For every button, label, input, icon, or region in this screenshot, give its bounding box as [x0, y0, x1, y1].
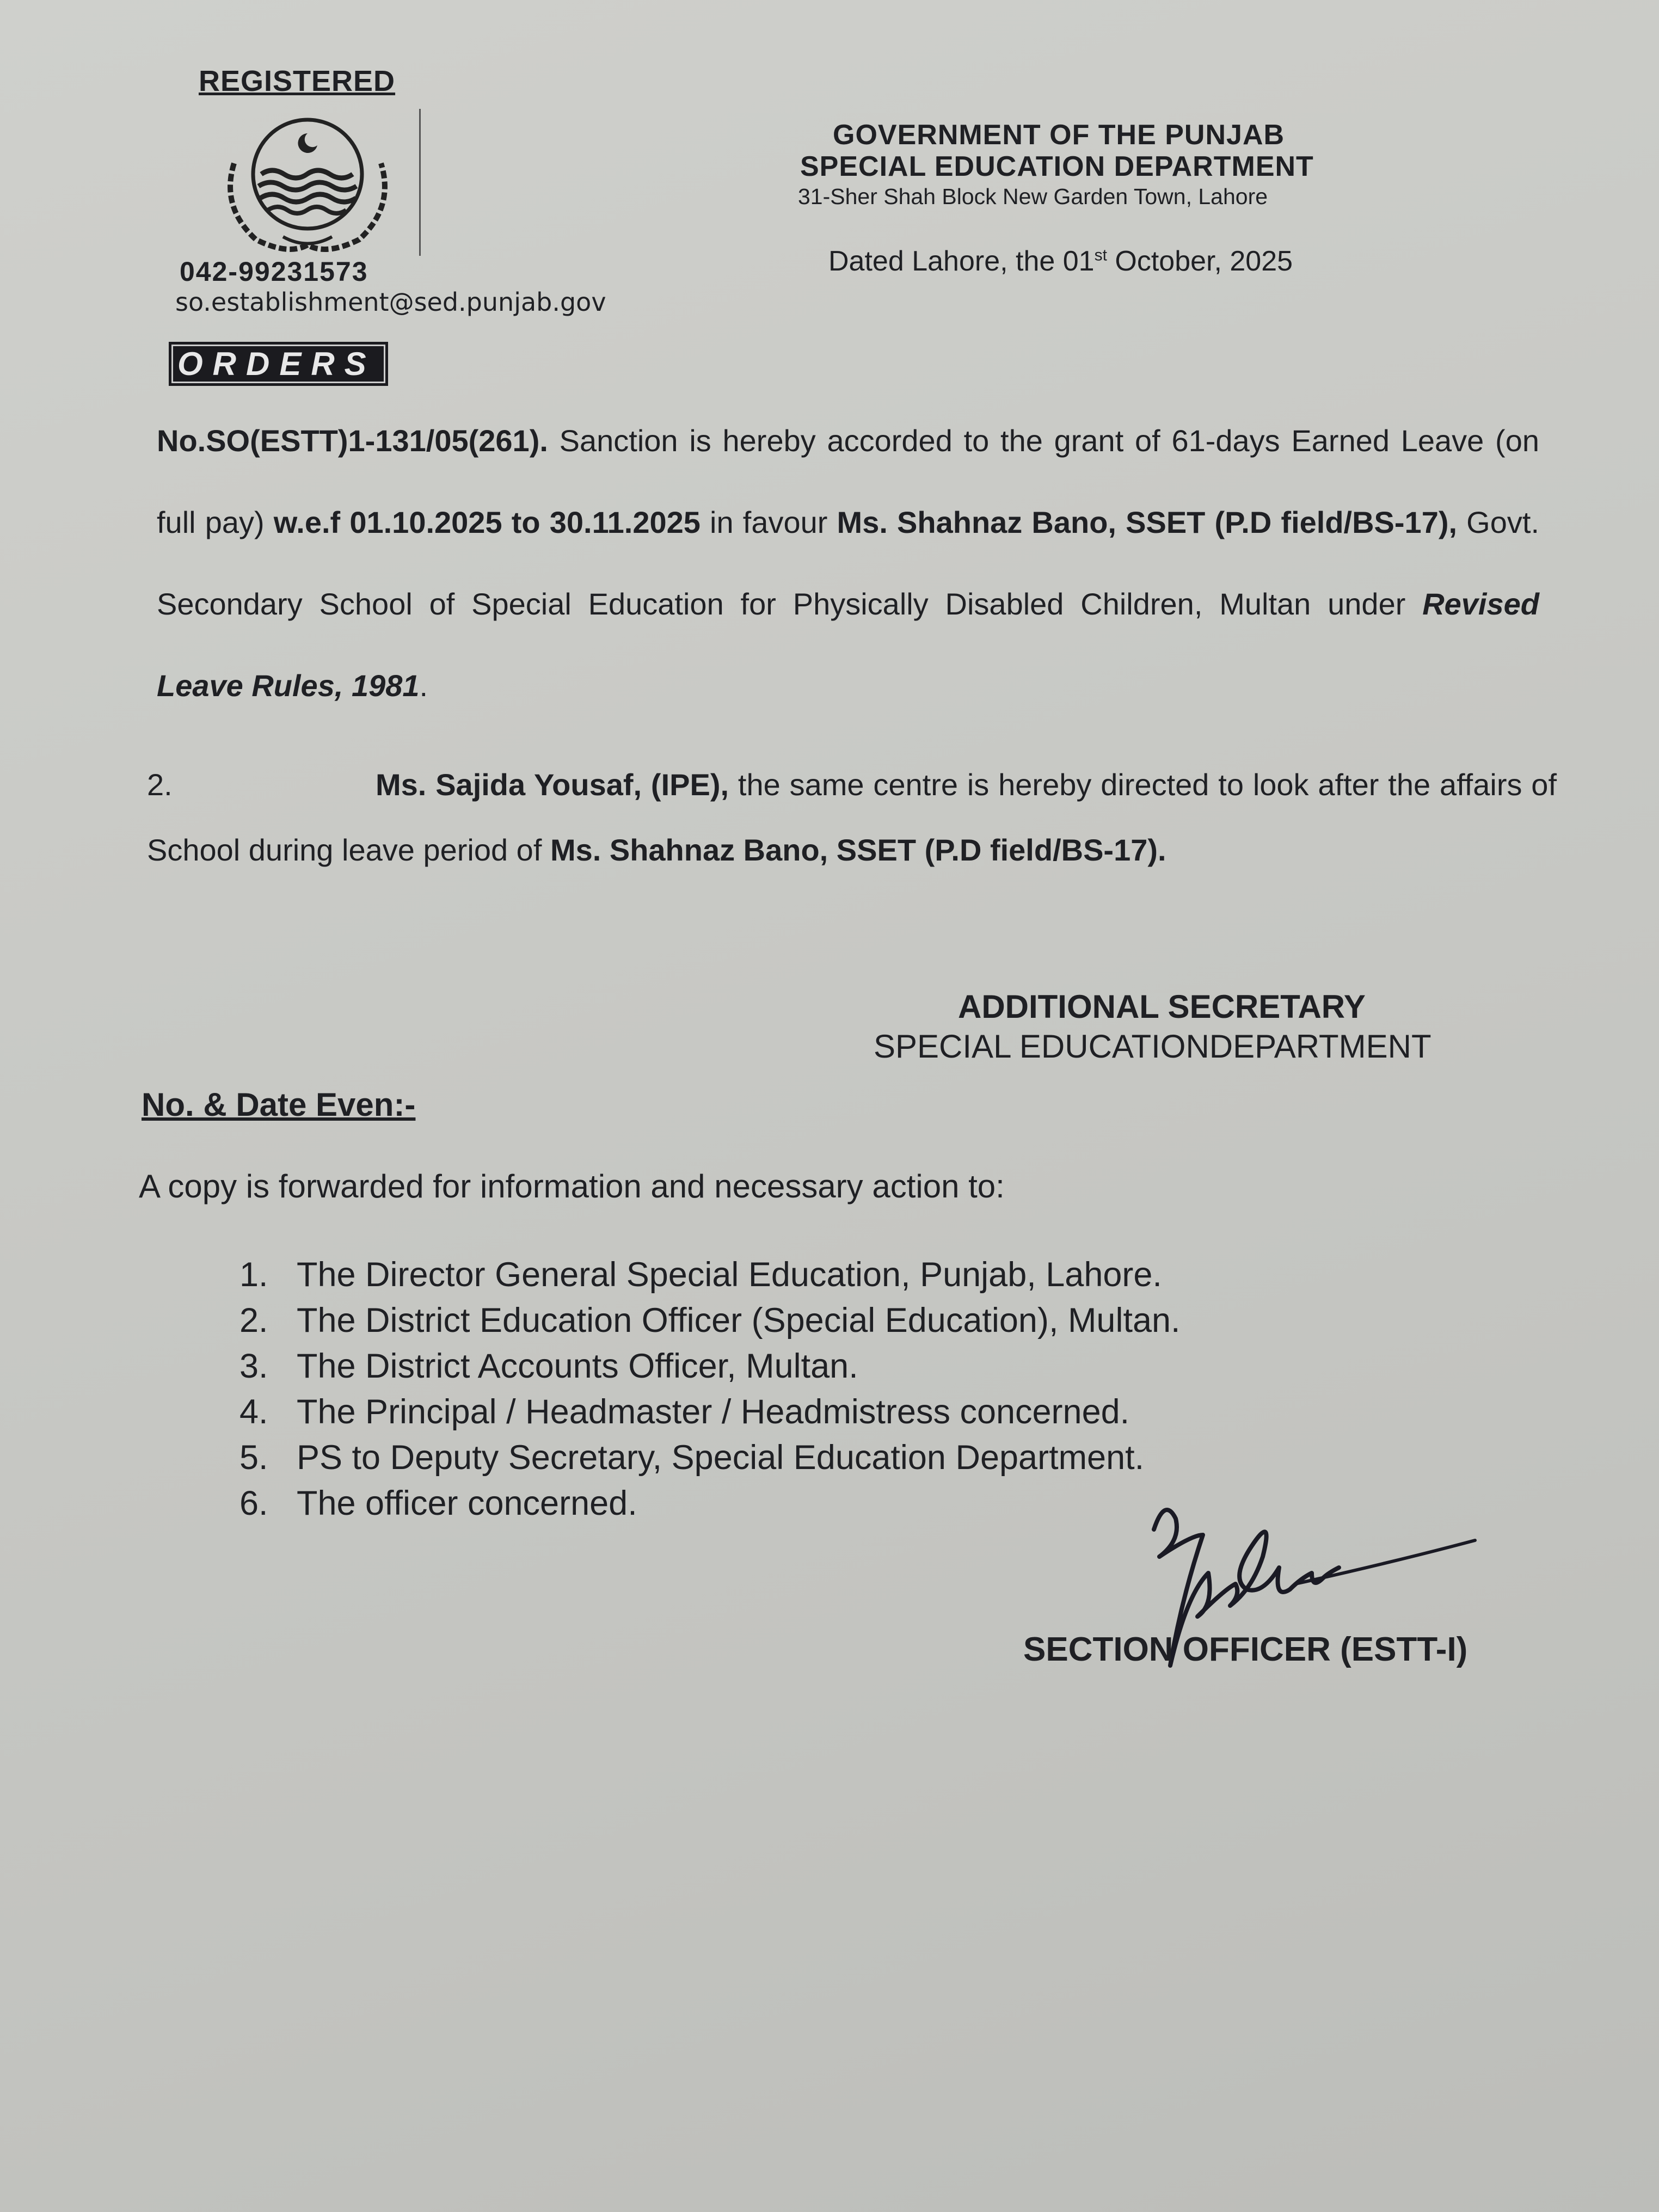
order-number: No.SO(ESTT)1-131/05(261). [157, 423, 548, 458]
recipient-item [239, 1343, 1181, 1389]
favour-text: in favour [700, 505, 837, 539]
punjab-emblem-icon [201, 109, 414, 256]
recipient-text: PS to Deputy Secretary, Special Education Department. [297, 1439, 1145, 1477]
recipient-number: 1. [239, 1256, 268, 1294]
government-title: GOVERNMENT OF THE PUNJAB [833, 119, 1285, 151]
copy-forwarded-text: A copy is forwarded for information and necessary action to: [139, 1168, 1005, 1205]
section-officer-title: SECTION OFFICER (ESTT-I) [1023, 1631, 1468, 1668]
para1-end: . [419, 668, 428, 703]
recipient-text: The District Education Officer (Special Education), Multan. [297, 1301, 1181, 1340]
paragraph-number: 2. [147, 767, 173, 802]
dated-ordinal: st [1094, 246, 1107, 265]
orders-heading: ORDERS [169, 342, 388, 386]
dated-prefix: Dated Lahore, the 01 [828, 245, 1095, 277]
directive-text: the same centre is hereby directed to look after the affairs of School during leave period of [147, 767, 1557, 867]
recipient-number: 4. [239, 1393, 268, 1431]
dated-line [828, 245, 1293, 278]
order-paragraph-2 [147, 752, 1557, 883]
leave-dates: w.e.f 01.10.2025 to 30.11.2025 [273, 505, 701, 539]
recipient-item [239, 1435, 1181, 1480]
recipient-number: 5. [239, 1439, 268, 1477]
recipient-number: 6. [239, 1484, 268, 1522]
recipient-item [239, 1252, 1181, 1298]
employee-name: Ms. Shahnaz Bano, SSET (P.D field/BS-17), [837, 505, 1458, 539]
recipient-text: The District Accounts Officer, Multan. [297, 1347, 858, 1385]
school-text: Govt. Secondary School of Special Education for Physically Disabled Children, Multan under [157, 505, 1540, 621]
sanction-text: Sanction is hereby accorded to the grant of 61-days Earned Leave (on full pay) [157, 423, 1539, 539]
email-address[interactable]: so.establishment@sed.punjab.gov [175, 287, 606, 317]
department-address: 31-Sher Shah Block New Garden Town, Lahore [798, 184, 1268, 209]
recipient-item [239, 1298, 1181, 1343]
recipient-item [239, 1480, 1181, 1526]
recipient-text: The Director General Special Education, Punjab, Lahore. [297, 1256, 1162, 1294]
employee-name-2: Ms. Shahnaz Bano, SSET (P.D field/BS-17). [550, 833, 1166, 867]
recipient-text: The Principal / Headmaster / Headmistress concerned. [297, 1393, 1130, 1431]
phone-number: 042-99231573 [180, 256, 368, 287]
dated-suffix: October, 2025 [1107, 245, 1293, 277]
department-title: SPECIAL EDUCATION DEPARTMENT [800, 151, 1314, 182]
signatory-department: SPECIAL EDUCATIONDEPARTMENT [874, 1028, 1431, 1065]
incharge-name: Ms. Sajida Yousaf, (IPE), [376, 767, 729, 802]
logo-container [201, 109, 421, 256]
signatory-title: ADDITIONAL SECRETARY [958, 988, 1366, 1025]
registered-label: REGISTERED [199, 65, 396, 97]
order-paragraph-1 [157, 400, 1539, 727]
recipient-number: 3. [239, 1347, 268, 1385]
recipient-item [239, 1389, 1181, 1435]
no-date-even: No. & Date Even:- [142, 1086, 416, 1123]
leave-rules: Revised Leave Rules, 1981 [157, 587, 1539, 703]
recipient-number: 2. [239, 1301, 268, 1340]
recipients-list [239, 1252, 1181, 1526]
recipient-text: The officer concerned. [297, 1484, 637, 1522]
